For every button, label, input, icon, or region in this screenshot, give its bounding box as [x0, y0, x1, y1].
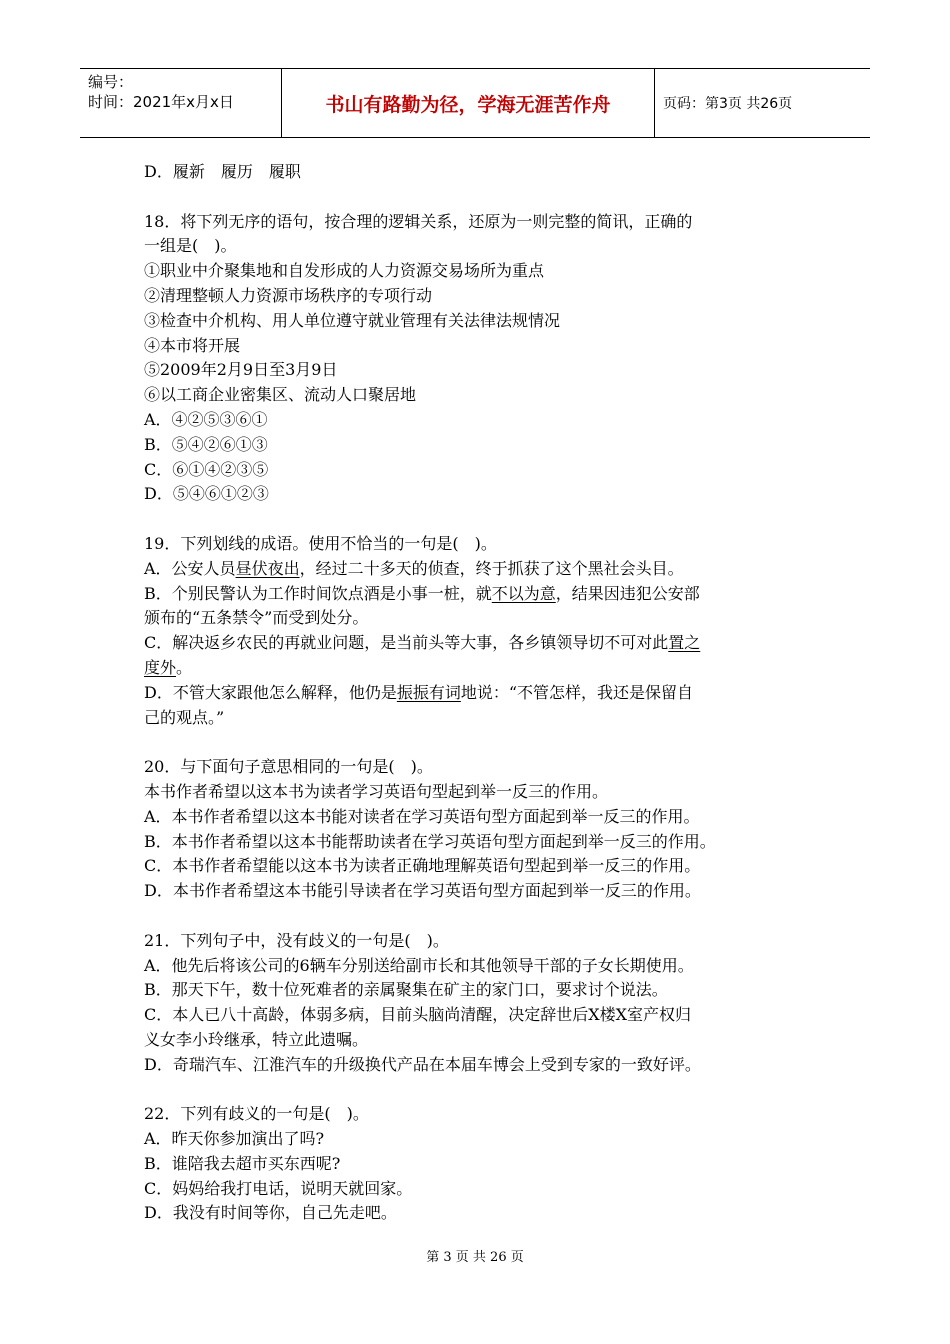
- question-21: [144, 929, 824, 1078]
- q20-option: C．本书作者希望能以这本书为读者正确地理解英语句型起到举一反三的作用。: [144, 856, 701, 876]
- q19-option-b: B．个别民警认为工作时间饮点酒是小事一桩，就不以为意，结果因违犯公安部: [144, 583, 700, 603]
- q22-option: D．我没有时间等你，自己先走吧。: [144, 1203, 397, 1223]
- q20-sentence: 本书作者希望以这本书为读者学习英语句型起到举一反三的作用。: [144, 781, 609, 801]
- q21-option-a: A．他先后将该公司的6辆车分别送给副市长和其他领导干部的子女长期使用。: [144, 955, 694, 975]
- q22-stem: 22．下列有歧义的一句是( )。: [144, 1104, 369, 1124]
- q19-stem: 19．下列划线的成语。使用不恰当的一句是( )。: [144, 533, 497, 553]
- q18-option: A．④②⑤③⑥①: [144, 409, 268, 429]
- q22-option: A．昨天你参加演出了吗?: [144, 1129, 325, 1149]
- q18-item: ④本市将开展: [144, 335, 241, 355]
- q21-option-b: B．那天下午，数十位死难者的亲属聚集在矿主的家门口，要求讨个说法。: [144, 980, 668, 1000]
- q17-option-d: D．履新 履历 履职: [144, 162, 301, 181]
- page-footer: 第 3 页 共 26 页: [426, 1250, 524, 1265]
- q19-option-d: D．不管大家跟他怎么解释，他仍是振振有词地说：“不管怎样，我还是保留自: [144, 682, 694, 702]
- q18-item: ⑤2009年2月9日至3月9日: [144, 360, 338, 380]
- underlined-idiom: 不以为意: [491, 583, 556, 603]
- underlined-idiom: 度外: [144, 657, 177, 677]
- header-left-cell: [80, 69, 282, 137]
- q18-stem-line2: 一组是( )。: [144, 236, 237, 256]
- q20-option: B．本书作者希望以这本书能帮助读者在学习英语句型方面起到举一反三的作用。: [144, 831, 716, 851]
- q22-option: B．谁陪我去超市买东西呢?: [144, 1153, 341, 1173]
- q21-option-d: D．奇瑞汽车、江淮汽车的升级换代产品在本届车博会上受到专家的一致好评。: [144, 1054, 701, 1074]
- header-number-label: 编号：: [88, 73, 134, 91]
- q20-option: D．本书作者希望这本书能引导读者在学习英语句型方面起到举一反三的作用。: [144, 881, 701, 901]
- q19-option-a: A．公安人员昼伏夜出，经过二十多天的侦查，终于抓获了这个黑社会头目。: [144, 558, 684, 578]
- underlined-idiom: 昼伏夜出: [235, 558, 300, 578]
- q18-option: B．⑤④②⑥①③: [144, 434, 268, 454]
- header-motto: 书山有路勤为径，学海无涯苦作舟: [282, 69, 655, 137]
- page-header: [80, 68, 870, 138]
- underlined-idiom: 振振有词: [396, 682, 461, 702]
- q18-option: D．⑤④⑥①②③: [144, 484, 269, 504]
- q18-item: ⑥以工商企业密集区、流动人口聚居地: [144, 385, 417, 405]
- q18-option: C．⑥①④②③⑤: [144, 459, 269, 479]
- q18-item: ②清理整顿人力资源市场秩序的专项行动: [144, 285, 433, 305]
- question-18: [144, 210, 824, 508]
- document-body: [144, 160, 824, 1226]
- question-22: [144, 1102, 824, 1226]
- q19-option-b-line2: 颁布的“五条禁令”而受到处分。: [144, 608, 369, 628]
- q20-option: A．本书作者希望以这本书能对读者在学习英语句型方面起到举一反三的作用。: [144, 806, 700, 826]
- header-page-info: 页码：第3页 共26页: [663, 96, 793, 112]
- q22-option: C．妈妈给我打电话，说明天就回家。: [144, 1178, 413, 1198]
- q21-stem: 21．下列句子中，没有歧义的一句是( )。: [144, 930, 449, 950]
- q19-option-c-line2: 度外。: [144, 657, 193, 677]
- q18-stem-line1: 18．将下列无序的语句，按合理的逻辑关系，还原为一则完整的简讯，正确的: [144, 211, 693, 231]
- q18-item: ①职业中介聚集地和自发形成的人力资源交易场所为重点: [144, 261, 545, 281]
- header-time-label: 时间：2021年x月x日: [88, 93, 234, 111]
- q19-option-c: C．解决返乡农民的再就业问题，是当前头等大事，各乡镇领导切不可对此置之: [144, 633, 701, 653]
- question-20: [144, 755, 824, 904]
- q20-stem: 20．与下面句子意思相同的一句是( )。: [144, 757, 433, 777]
- q21-option-c: C．本人已八十高龄，体弱多病，目前头脑尚清醒，决定辞世后X楼X室产权归: [144, 1005, 692, 1025]
- q21-option-c-line2: 义女李小玲继承，特立此遗嘱。: [144, 1029, 369, 1049]
- underlined-idiom: 置之: [668, 633, 701, 653]
- q19-option-d-line2: 己的观点。”: [144, 707, 225, 727]
- q18-item: ③检查中介机构、用人单位遵守就业管理有关法律法规情况: [144, 310, 561, 330]
- question-19: [144, 532, 824, 730]
